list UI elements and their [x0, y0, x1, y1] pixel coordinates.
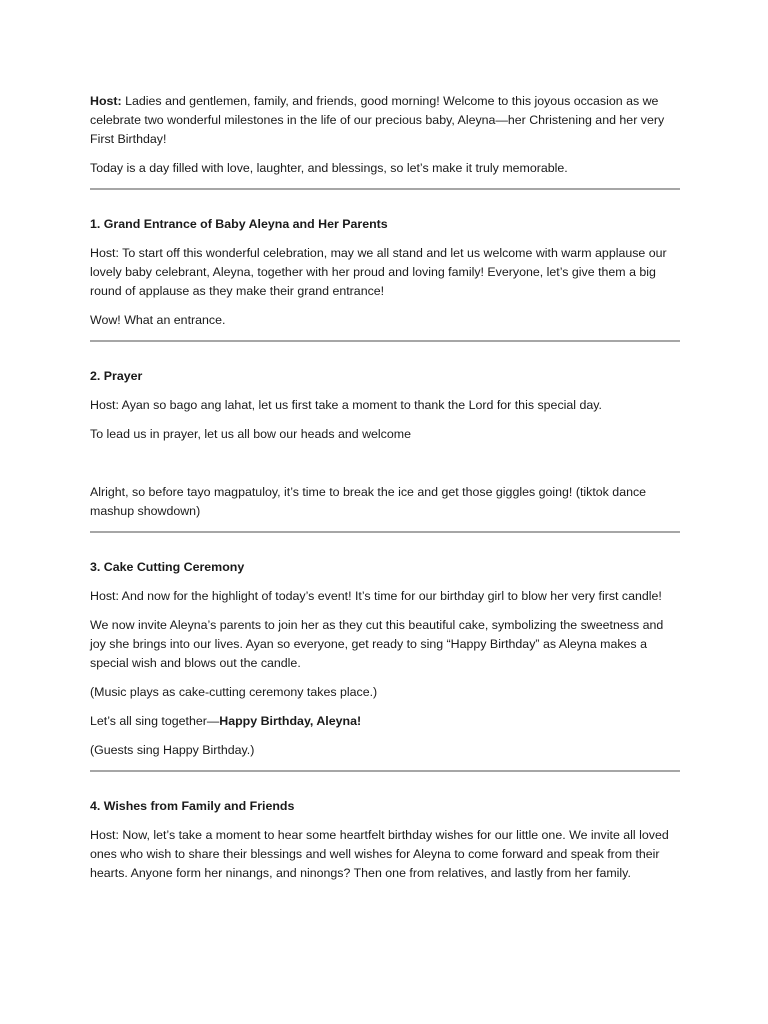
intro-text: Ladies and gentlemen, family, and friends, good morning! Welcome to this joyous occasion as we celebrate two wonderful milestones in the life of our precious baby, Aleyna—her Christening and her very First Birthday!	[90, 94, 665, 146]
cake-paragraph-2: We now invite Aleyna’s parents to join her as they cut this beautiful cake, symbolizing the sweetness and joy she brings into our lives. Ayan so everyone, get ready to sing “Happy Birthday” as Aleyna makes a special wish and blows out the candle.	[90, 618, 664, 670]
cake-paragraph-5: (Guests sing Happy Birthday.)	[90, 743, 255, 757]
divider	[90, 531, 680, 533]
prayer-paragraph-2: To lead us in prayer, let us all bow our heads and welcome	[90, 427, 411, 441]
intro-paragraph-2: Today is a day filled with love, laughter, and blessings, so let’s make it truly memorable.	[90, 161, 568, 175]
section-heading-entrance: 1. Grand Entrance of Baby Aleyna and Her Parents	[90, 217, 388, 231]
section-heading-cake: 3. Cake Cutting Ceremony	[90, 560, 245, 574]
document-page	[90, 92, 680, 893]
section-heading-prayer: 2. Prayer	[90, 369, 143, 383]
intro-paragraph	[90, 92, 680, 149]
section-heading-wishes: 4. Wishes from Family and Friends	[90, 799, 295, 813]
blank-line	[90, 454, 680, 483]
prayer-paragraph-3: Alright, so before tayo magpatuloy, it’s time to break the ice and get those giggles going! (tiktok dance mashup showdown)	[90, 485, 647, 518]
wishes-paragraph: Host: Now, let’s take a moment to hear some heartfelt birthday wishes for our little one. We invite all loved ones who wish to share their blessings and well wishes for Aleyna to come forward and speak from their hearts. Anyone form her ninangs, and ninongs? Then one from relatives, and lastly from her family.	[90, 828, 669, 880]
cake-paragraph-3: (Music plays as cake-cutting ceremony takes place.)	[90, 685, 378, 699]
cake-paragraph-4	[90, 712, 680, 731]
divider	[90, 188, 680, 190]
cake-paragraph: Host: And now for the highlight of today’s event! It’s time for our birthday girl to blow her very first candle!	[90, 589, 662, 603]
entrance-paragraph-2: Wow! What an entrance.	[90, 313, 226, 327]
divider	[90, 770, 680, 772]
sing-prefix: Let’s all sing together—	[90, 714, 220, 728]
entrance-paragraph: Host: To start off this wonderful celebration, may we all stand and let us welcome with warm applause our lovely baby celebrant, Aleyna, together with her proud and loving family! Everyone, let’s give them a big round of applause as they make their grand entrance!	[90, 246, 667, 298]
happy-birthday-callout: Happy Birthday, Aleyna!	[219, 714, 362, 728]
prayer-paragraph: Host: Ayan so bago ang lahat, let us first take a moment to thank the Lord for this special day.	[90, 398, 602, 412]
host-label: Host:	[90, 94, 122, 108]
divider	[90, 340, 680, 342]
